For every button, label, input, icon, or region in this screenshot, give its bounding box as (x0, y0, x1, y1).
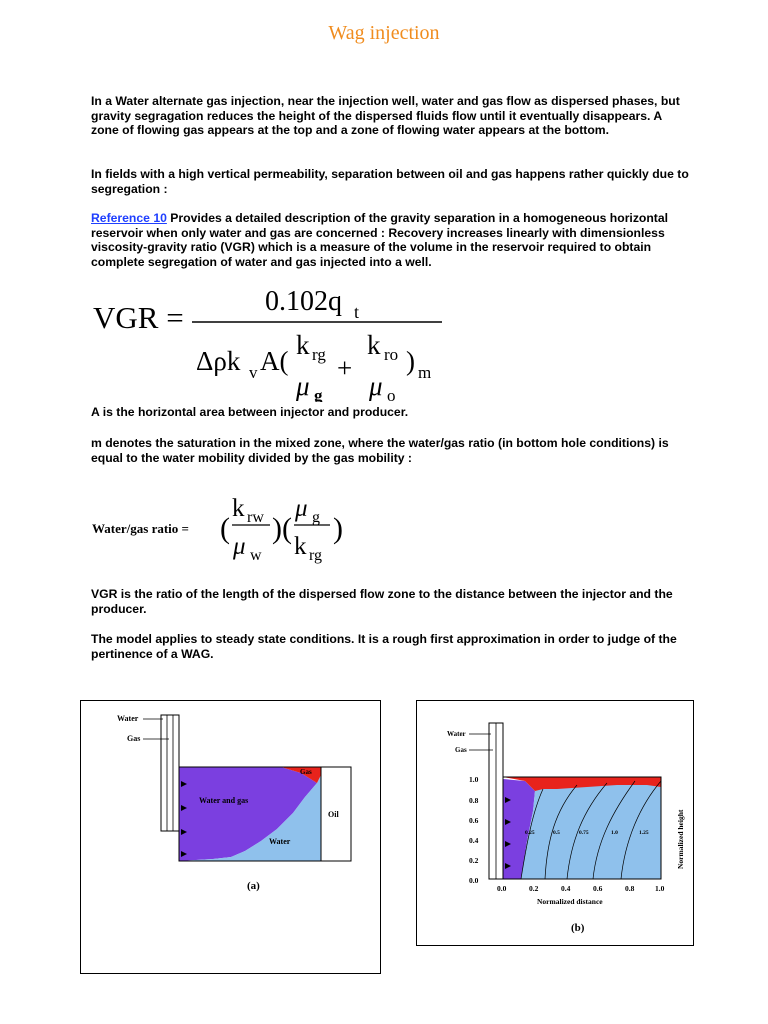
fig-b-curve-label: 0.5 (553, 830, 560, 836)
ratio-k2-sub: rg (309, 547, 323, 564)
fig-b-gas-label: Gas (455, 746, 467, 754)
vgr-numerator-sub: t (354, 302, 360, 322)
paragraph-area: A is the horizontal area between injector and producer. (91, 405, 409, 419)
ratio-mu1-sub: w (250, 547, 262, 564)
vgr-k2: k (367, 330, 381, 360)
ratio-k1-sub: rw (247, 509, 264, 526)
vgr-mu2-sub: o (387, 386, 396, 402)
fig-b-water-zone (521, 779, 661, 879)
ratio-k2: k (294, 533, 307, 560)
vgr-close-sub: m (418, 363, 432, 382)
fig-b-xtick: 0.0 (497, 884, 507, 893)
fig-b-ytick: 0.6 (469, 816, 479, 825)
fig-b-curve-label: 0.25 (525, 830, 535, 836)
paragraph-mixed-zone: m denotes the saturation in the mixed zone, where the water/gas ratio (in bottom hole conditions) is equal to the water mobility divided by the gas mobility : (91, 436, 669, 465)
injection-well (161, 715, 179, 831)
paragraph-intro: In a Water alternate gas injection, near the injection well, water and gas flow as dispersed phases, but gravity segragation reduces the height of the dispersed fluids flow until it eventually disappears. A zone of flowing gas appears at the top and a zone of flowing water appears at the bottom. (91, 94, 680, 137)
vgr-mu2: μ (369, 371, 383, 401)
ratio-lhs: Water/gas ratio = (92, 521, 189, 536)
fig-b-y-label: Normalized height (676, 809, 685, 869)
vgr-close: ) (406, 346, 415, 376)
ratio-mu2: μ (295, 495, 308, 522)
fig-b-curve-label: 0.75 (579, 830, 589, 836)
ratio-mu1: μ (233, 533, 246, 560)
fig-a-gas-label: Gas (127, 734, 141, 743)
ratio-paren-close-1: ) (272, 512, 282, 545)
fig-b-ytick: 0.8 (469, 796, 479, 805)
fig-b-water-label: Water (447, 730, 466, 738)
paragraph-reference-text: Provides a detailed description of the gravity separation in a homogeneous horizontal reservoir when only water and gas are concerned : Recovery increases linearly with dimensionless viscosity-gravity ratio (VGR) which is a measure of the volume in the reservoir required to obtain complete segregation of water and gas injected into a well. (91, 211, 669, 269)
paragraph-segregation: In fields with a high vertical permeability, separation between oil and gas happens rather quickly due to segregation : (91, 167, 689, 196)
fig-b-ytick: 0.0 (469, 876, 479, 885)
fig-b-ytick: 0.4 (469, 836, 479, 845)
vgr-k1: k (296, 330, 310, 360)
ratio-mu2-sub: g (312, 509, 320, 526)
fig-b-x-label: Normalized distance (537, 897, 603, 906)
fig-b-xtick: 0.8 (625, 884, 635, 893)
fig-b-xtick: 1.0 (655, 884, 665, 893)
figure-a (80, 700, 381, 974)
ratio-k1: k (232, 495, 245, 522)
fig-b-curve-label: 1.0 (611, 830, 618, 836)
fig-a-caption: (a) (247, 880, 260, 892)
vgr-mu1-sub: g (314, 386, 323, 402)
fig-b-x-axis (497, 884, 665, 893)
fig-b-caption: (b) (571, 922, 585, 934)
paragraph-reference (91, 211, 691, 269)
ratio-paren-close-2: ) (333, 512, 343, 545)
fig-b-y-axis (469, 775, 479, 885)
paragraph-vgr-definition: VGR is the ratio of the length of the dispersed flow zone to the distance between the injector and the producer. (91, 587, 673, 616)
fig-a-oil-label: Oil (328, 810, 339, 819)
fig-a-mixed-zone-label: Water and gas (199, 796, 249, 805)
fig-a-water-label: Water (117, 714, 139, 723)
vgr-denom-sub: v (249, 363, 258, 382)
vgr-k2-sub: ro (384, 345, 399, 364)
vgr-k1-sub: rg (312, 345, 326, 364)
fig-a-water-zone-label: Water (269, 837, 291, 846)
water-gas-ratio-equation (90, 488, 390, 570)
vgr-lhs: VGR = (93, 300, 184, 335)
page-title: Wag injection (328, 22, 440, 44)
fig-b-ytick: 1.0 (469, 775, 479, 784)
vgr-denom-prefix: Δρk (196, 346, 241, 376)
vgr-plus: + (337, 353, 353, 383)
paragraph-model: The model applies to steady state conditions. It is a rough first approximation in order to judge of the pertinence of a WAG. (91, 632, 677, 661)
vgr-denom-A: A( (260, 346, 289, 376)
fig-b-xtick: 0.4 (561, 884, 571, 893)
fig-a-gas-zone-label: Gas (300, 768, 312, 776)
fig-b-xtick: 0.6 (593, 884, 603, 893)
reference-link[interactable]: Reference 10 (91, 211, 167, 225)
fig-b-ytick: 0.2 (469, 856, 479, 865)
figure-b (416, 700, 694, 946)
vgr-numerator: 0.102q (265, 286, 342, 317)
ratio-paren-open-1: ( (220, 512, 230, 545)
vgr-mu1: μ (296, 371, 310, 401)
fig-b-xtick: 0.2 (529, 884, 539, 893)
ratio-paren-open-2: ( (282, 512, 292, 545)
vgr-equation (90, 282, 450, 402)
fig-b-curve-label: 1.25 (639, 830, 649, 836)
